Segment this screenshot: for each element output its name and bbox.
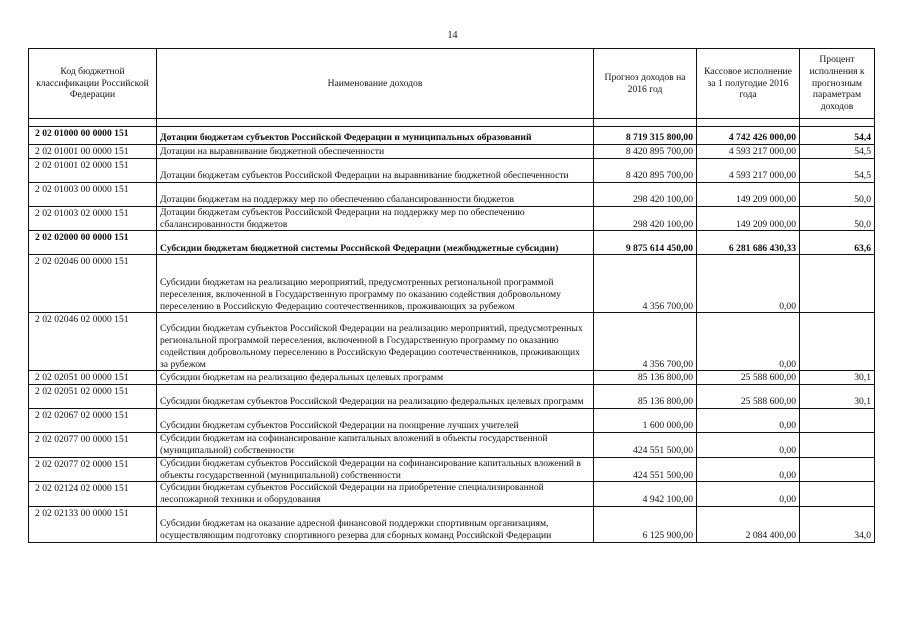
row-cash-cell: 2 084 400,00 [697, 506, 800, 542]
header-code: Код бюджетной классификации Российской Федерации [29, 49, 157, 119]
row-name-cell: Субсидии бюджетам субъектов Российской Федерации на реализацию федеральных целевых программ [157, 385, 594, 409]
row-forecast-cell: 4 356 700,00 [594, 313, 697, 371]
row-cash-cell: 0,00 [697, 457, 800, 482]
table-row [29, 231, 875, 255]
row-percent-cell: 50,0 [800, 206, 875, 231]
row-name-cell: Дотации бюджетам субъектов Российской Федерации на выравнивание бюджетной обеспеченности [157, 158, 594, 182]
row-code-cell: 2 02 02051 00 0000 151 [29, 371, 157, 385]
row-cash-cell: 0,00 [697, 433, 800, 458]
row-forecast-cell: 85 136 800,00 [594, 371, 697, 385]
row-code-cell: 2 02 01003 02 0000 151 [29, 206, 157, 231]
revenue-table [28, 48, 875, 543]
row-forecast-cell: 424 551 500,00 [594, 457, 697, 482]
row-code-cell: 2 02 01001 02 0000 151 [29, 158, 157, 182]
page-number: 14 [447, 30, 458, 41]
table-body [29, 127, 875, 543]
table-row [29, 158, 875, 182]
row-cash-cell: 25 588 600,00 [697, 371, 800, 385]
row-cash-cell: 0,00 [697, 255, 800, 313]
table-row [29, 506, 875, 542]
table-row [29, 371, 875, 385]
row-percent-cell [800, 457, 875, 482]
row-percent-cell: 30,1 [800, 371, 875, 385]
table-row [29, 409, 875, 433]
row-percent-cell: 50,0 [800, 182, 875, 206]
row-forecast-cell: 298 420 100,00 [594, 182, 697, 206]
row-percent-cell: 34,0 [800, 506, 875, 542]
row-forecast-cell: 4 942 100,00 [594, 482, 697, 507]
row-forecast-cell: 85 136 800,00 [594, 385, 697, 409]
table-row [29, 385, 875, 409]
row-name-cell: Дотации бюджетам субъектов Российской Федерации на поддержку мер по обеспечению сбалансированности бюджетов [157, 206, 594, 231]
table-row [29, 127, 875, 145]
row-cash-cell: 0,00 [697, 313, 800, 371]
table-row [29, 313, 875, 371]
table-row [29, 433, 875, 458]
row-code-cell: 2 02 01003 00 0000 151 [29, 182, 157, 206]
row-cash-cell: 4 742 426 000,00 [697, 127, 800, 145]
row-code-cell: 2 02 01001 00 0000 151 [29, 145, 157, 159]
table-row [29, 182, 875, 206]
header-name: Наименование доходов [157, 49, 594, 119]
row-percent-cell [800, 482, 875, 507]
row-code-cell: 2 02 02077 00 0000 151 [29, 433, 157, 458]
row-forecast-cell: 8 719 315 800,00 [594, 127, 697, 145]
row-code-cell: 2 02 02046 00 0000 151 [29, 255, 157, 313]
header-gap [29, 119, 875, 127]
row-forecast-cell: 298 420 100,00 [594, 206, 697, 231]
row-code-cell: 2 02 02077 02 0000 151 [29, 457, 157, 482]
row-cash-cell: 4 593 217 000,00 [697, 158, 800, 182]
header-forecast: Прогноз доходов на 2016 год [594, 49, 697, 119]
row-cash-cell: 6 281 686 430,33 [697, 231, 800, 255]
row-cash-cell: 4 593 217 000,00 [697, 145, 800, 159]
row-percent-cell: 54,4 [800, 127, 875, 145]
row-cash-cell: 149 209 000,00 [697, 206, 800, 231]
row-name-cell: Субсидии бюджетам на софинансирование капитальных вложений в объекты государственной (муниципальной) собственности [157, 433, 594, 458]
row-name-cell: Субсидии бюджетам субъектов Российской Федерации на софинансирование капитальных вложений в объекты государственной (муниципальной) собственности [157, 457, 594, 482]
row-percent-cell [800, 433, 875, 458]
row-percent-cell [800, 255, 875, 313]
row-name-cell: Дотации бюджетам на поддержку мер по обеспечению сбалансированности бюджетов [157, 182, 594, 206]
row-name-cell: Субсидии бюджетам бюджетной системы Российской Федерации (межбюджетные субсидии) [157, 231, 594, 255]
row-forecast-cell: 6 125 900,00 [594, 506, 697, 542]
row-cash-cell: 25 588 600,00 [697, 385, 800, 409]
table-row [29, 145, 875, 159]
row-code-cell: 2 02 02133 00 0000 151 [29, 506, 157, 542]
row-code-cell: 2 02 02000 00 0000 151 [29, 231, 157, 255]
row-percent-cell: 30,1 [800, 385, 875, 409]
table-row [29, 457, 875, 482]
row-code-cell: 2 02 02124 02 0000 151 [29, 482, 157, 507]
row-name-cell: Субсидии бюджетам на реализацию мероприятий, предусмотренных региональной программой переселения, включенной в Государственную программу по оказанию содействия добровольному переселению в Российскую Федерацию соотечественников, проживающих за рубежом [157, 255, 594, 313]
row-percent-cell [800, 313, 875, 371]
row-percent-cell: 63,6 [800, 231, 875, 255]
row-forecast-cell: 424 551 500,00 [594, 433, 697, 458]
row-name-cell: Субсидии бюджетам субъектов Российской Федерации на реализацию мероприятий, предусмотренных региональной программой переселения, включенной в Государственную программу по оказанию содействия добровольному переселению в Российскую Федерацию соотечественников, проживающих за рубежом [157, 313, 594, 371]
header-cash: Кассовое исполнение за 1 полугодие 2016 года [697, 49, 800, 119]
row-percent-cell [800, 409, 875, 433]
table-row [29, 482, 875, 507]
table-row [29, 206, 875, 231]
row-name-cell: Субсидии бюджетам субъектов Российской Федерации на поощрение лучших учителей [157, 409, 594, 433]
row-forecast-cell: 9 875 614 450,00 [594, 231, 697, 255]
row-name-cell: Дотации бюджетам субъектов Российской Федерации и муниципальных образований [157, 127, 594, 145]
row-percent-cell: 54,5 [800, 158, 875, 182]
row-forecast-cell: 1 600 000,00 [594, 409, 697, 433]
row-forecast-cell: 8 420 895 700,00 [594, 158, 697, 182]
row-name-cell: Субсидии бюджетам на оказание адресной финансовой поддержки спортивным организациям, осуществляющим подготовку спортивного резерва для сборных команд Российской Федерации [157, 506, 594, 542]
row-code-cell: 2 02 02051 02 0000 151 [29, 385, 157, 409]
row-name-cell: Субсидии бюджетам на реализацию федеральных целевых программ [157, 371, 594, 385]
row-name-cell: Дотации на выравнивание бюджетной обеспеченности [157, 145, 594, 159]
row-cash-cell: 149 209 000,00 [697, 182, 800, 206]
row-code-cell: 2 02 02067 02 0000 151 [29, 409, 157, 433]
row-percent-cell: 54,5 [800, 145, 875, 159]
row-code-cell: 2 02 02046 02 0000 151 [29, 313, 157, 371]
row-forecast-cell: 8 420 895 700,00 [594, 145, 697, 159]
row-cash-cell: 0,00 [697, 482, 800, 507]
row-code-cell: 2 02 01000 00 0000 151 [29, 127, 157, 145]
row-forecast-cell: 4 356 700,00 [594, 255, 697, 313]
table-row [29, 255, 875, 313]
header-percent: Процент исполнения к прогнозным параметрам доходов [800, 49, 875, 119]
row-cash-cell: 0,00 [697, 409, 800, 433]
row-name-cell: Субсидии бюджетам субъектов Российской Федерации на приобретение специализированной лесопожарной техники и оборудования [157, 482, 594, 507]
table-header-row [29, 49, 875, 119]
